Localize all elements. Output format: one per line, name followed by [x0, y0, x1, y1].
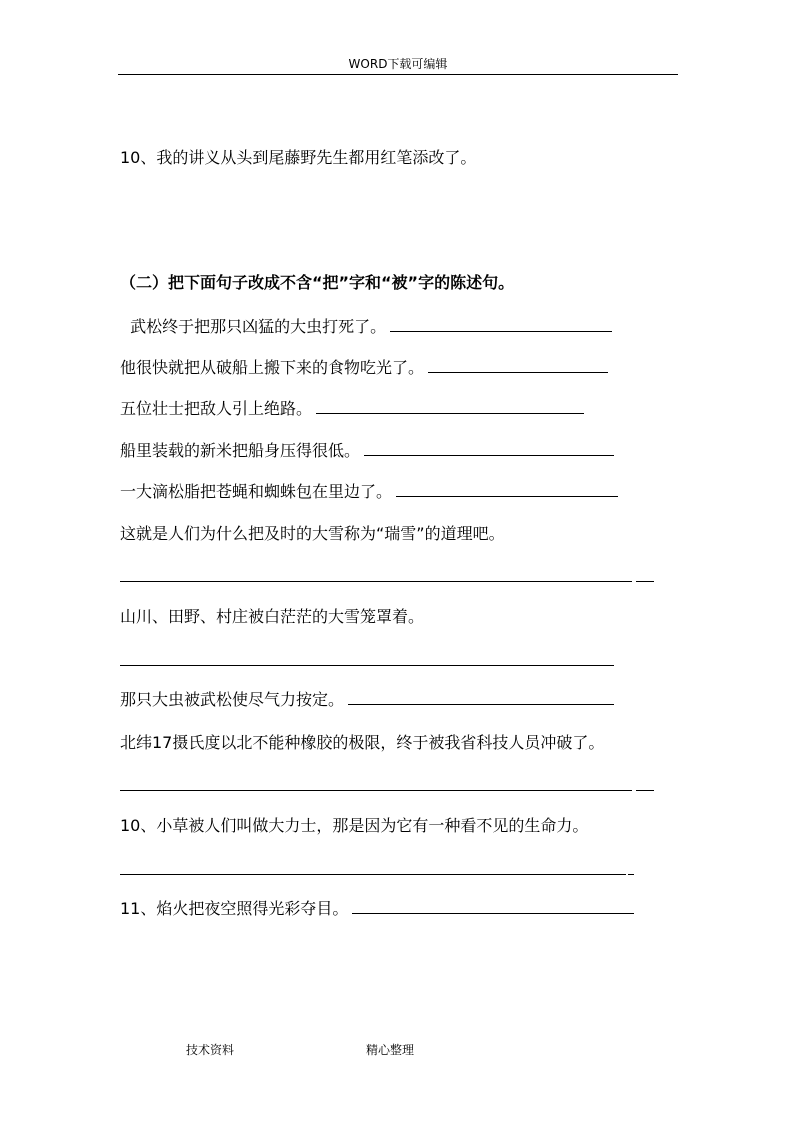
sentence-7: 山川、田野、村庄被白茫茫的大雪笼罩着。	[120, 607, 425, 626]
answer-line-9-tail	[636, 790, 654, 791]
sentence-4	[120, 440, 614, 462]
sentence-8	[120, 689, 614, 711]
answer-blank-11[interactable]	[352, 912, 634, 914]
answer-line-6-tail	[636, 581, 654, 582]
sentence-4-text: 船里装载的新米把船身压得很低。	[120, 441, 361, 460]
answer-blank-4[interactable]	[364, 454, 614, 456]
answer-blank-3[interactable]	[316, 412, 584, 414]
sentence-3	[120, 398, 584, 420]
page-header: WORD下载可编辑	[348, 57, 448, 71]
sentence-3-text: 五位壮士把敌人引上绝路。	[120, 399, 313, 418]
sentence-1	[120, 316, 612, 338]
sentence-6: 这就是人们为什么把及时的大雪称为“瑞雪”的道理吧。	[120, 524, 505, 543]
sentence-10: 10、小草被人们叫做大力士，那是因为它有一种看不见的生命力。	[120, 816, 589, 835]
sentence-5	[120, 481, 618, 503]
answer-line-9[interactable]	[120, 790, 632, 791]
answer-line-10[interactable]	[120, 874, 626, 875]
answer-blank-8[interactable]	[348, 703, 614, 705]
answer-line-10-tail	[628, 874, 634, 875]
sentence-11-text: 11、焰火把夜空照得光彩夺目。	[120, 899, 349, 918]
sentence-2	[120, 357, 608, 379]
footer-right: 精心整理	[366, 1043, 415, 1057]
section-title: （二）把下面句子改成不含“把”字和“被”字的陈述句。	[120, 273, 515, 292]
sentence-2-text: 他很快就把从破船上搬下来的食物吃光了。	[120, 358, 425, 377]
answer-line-7[interactable]	[120, 665, 614, 666]
sentence-1-text: 武松终于把那只凶猛的大虫打死了。	[120, 317, 387, 336]
sentence-9: 北纬17摄氏度以北不能种橡胶的极限，终于被我省科技人员冲破了。	[120, 733, 605, 752]
question-10-top: 10、我的讲义从头到尾藤野先生都用红笔添改了。	[120, 148, 477, 167]
sentence-5-text: 一大滴松脂把苍蝇和蜘蛛包在里边了。	[120, 482, 393, 501]
answer-blank-1[interactable]	[390, 330, 612, 332]
header-rule	[118, 74, 678, 75]
answer-blank-2[interactable]	[428, 371, 608, 373]
sentence-8-text: 那只大虫被武松使尽气力按定。	[120, 690, 345, 709]
answer-line-6[interactable]	[120, 581, 632, 582]
sentence-11	[120, 898, 634, 920]
answer-blank-5[interactable]	[396, 495, 618, 497]
footer-left: 技术资料	[186, 1043, 235, 1057]
